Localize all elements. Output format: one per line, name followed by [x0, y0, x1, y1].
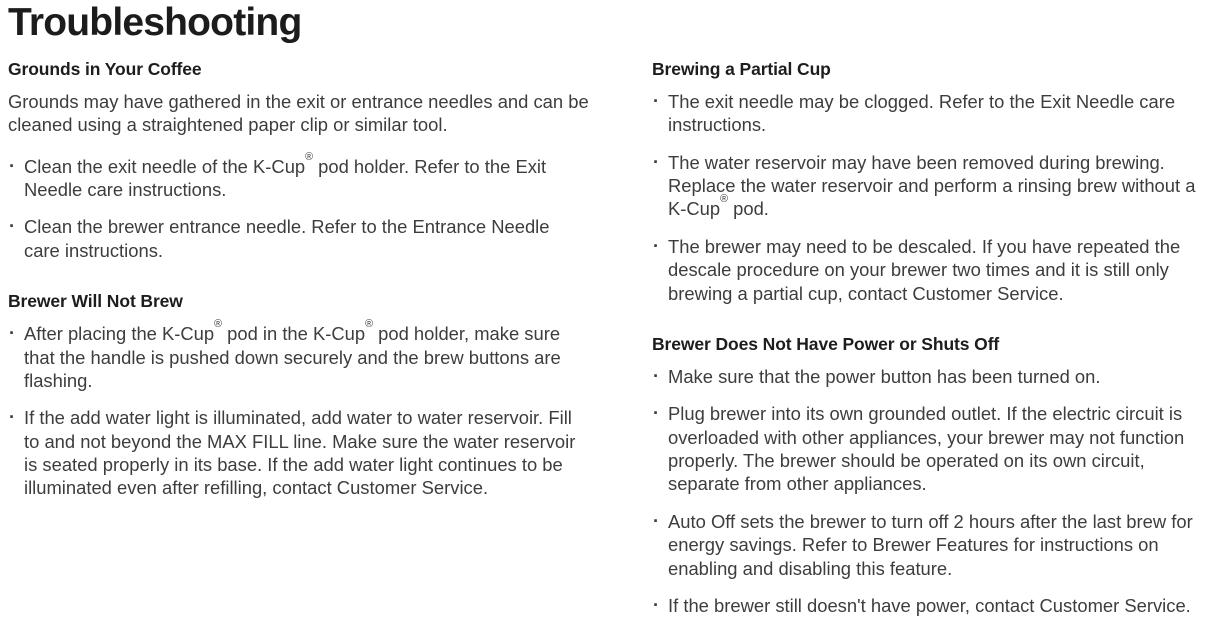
bullet-item: · The brewer may need to be descaled. If you have repeated the descale procedure on your brewer two times and it is still only brewing a partial cup, contact Customer Service. — [652, 235, 1218, 305]
bullet-item: · After placing the K-Cup® pod in the K-Cup® pod holder, make sure that the handle is pushed down securely and the brew buttons are flashing. — [8, 322, 590, 392]
section-brewer-does-not-have-power — [652, 334, 1218, 617]
bullet-list — [8, 150, 590, 263]
bullet-item: · The exit needle may be clogged. Refer to the Exit Needle care instructions. — [652, 90, 1218, 137]
section-grounds-in-your-coffee — [8, 59, 590, 262]
bullet-item: · Clean the exit needle of the K-Cup® pod holder. Refer to the Exit Needle care instructions. — [8, 155, 590, 202]
section-heading-grounds-in-your-coffee: Grounds in Your Coffee — [8, 58, 202, 79]
bullet-list — [8, 318, 590, 500]
page-title: Troubleshooting — [8, 1, 302, 44]
bullet-item: · If the add water light is illuminated, add water to water reservoir. Fill to and not beyond the MAX FILL line. Make sure the water reservoir is seated properly in its base. If the add water light continues to be illuminated even after refilling, contact Customer Service. — [8, 406, 590, 500]
bullet-list — [652, 365, 1218, 617]
bullet-item: · Make sure that the power button has been turned on. — [652, 365, 1218, 388]
bullet-item: · Plug brewer into its own grounded outlet. If the electric circuit is overloaded with other appliances, your brewer may not function properly. The brewer should be operated on its own circuit, separate from other appliances. — [652, 402, 1218, 496]
bullet-item: · The water reservoir may have been removed during brewing. Replace the water reservoir and perform a rinsing brew without a K-Cup® pod. — [652, 151, 1218, 221]
right-column — [652, 59, 1218, 617]
section-brewing-a-partial-cup — [652, 59, 1218, 305]
section-brewer-will-not-brew — [8, 291, 590, 500]
left-column — [8, 59, 590, 500]
bullet-list — [652, 90, 1218, 305]
bullet-item: · Auto Off sets the brewer to turn off 2 hours after the last brew for energy savings. Refer to Brewer Features for instructions on enabling and disabling this feature. — [652, 510, 1218, 580]
bullet-item: · Clean the brewer entrance needle. Refer to the Entrance Needle care instructions. — [8, 215, 590, 262]
section-heading-brewer-does-not-have-power: Brewer Does Not Have Power or Shuts Off — [652, 333, 1000, 354]
bullet-item: · If the brewer still doesn't have power, contact Customer Service. — [652, 594, 1218, 617]
section-intro-paragraph: Grounds may have gathered in the exit or entrance needles and can be cleaned using a straightened paper clip or similar tool. — [8, 90, 589, 136]
section-heading-brewing-a-partial-cup: Brewing a Partial Cup — [652, 58, 831, 79]
two-column-layout — [8, 59, 1218, 617]
section-heading-brewer-will-not-brew: Brewer Will Not Brew — [8, 291, 183, 312]
